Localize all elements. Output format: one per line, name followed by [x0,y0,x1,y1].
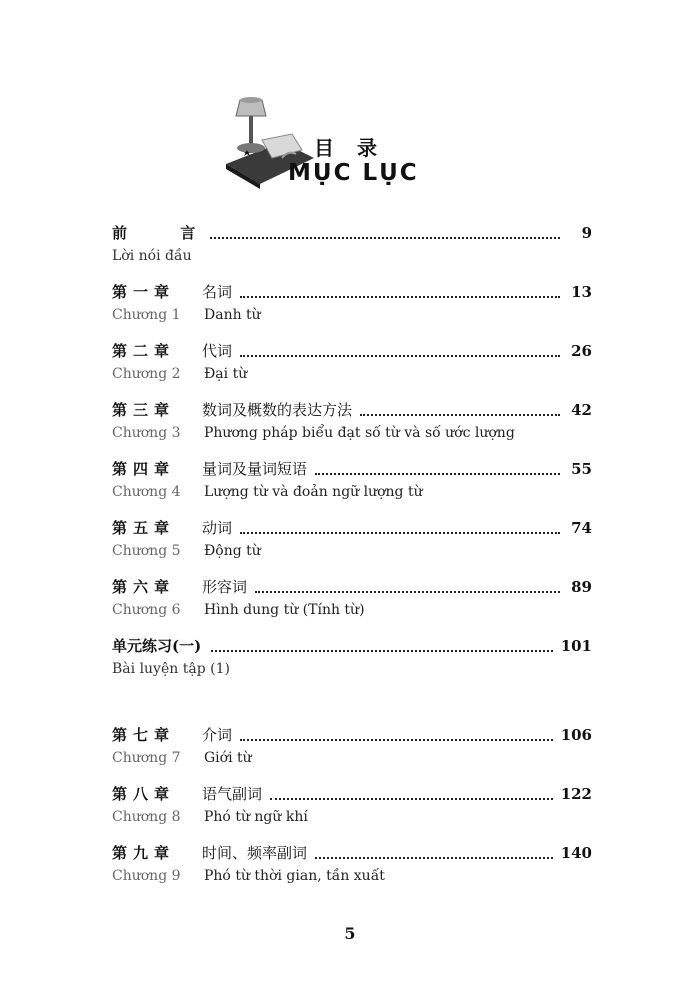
page-number: 101 [560,637,592,655]
toc-entry-chapter-6[interactable] [112,576,592,635]
page-number: 13 [571,283,592,301]
page-number: 89 [571,578,592,596]
toc-entry-chapter-5[interactable] [112,517,592,576]
page-number: 26 [571,342,592,360]
entry-vn-chapter: Chương 4 [112,484,181,500]
toc-entry-preface[interactable] [112,222,592,281]
toc-entry-chapter-7[interactable] [112,724,592,783]
leader-dots [270,798,553,800]
leader-dots [315,473,560,475]
entry-vn-chapter: Chương 3 [112,425,181,441]
entry-label: 第三章 [112,401,176,419]
entry-vn-chapter: Chương 6 [112,602,181,618]
entry-title: 语气副词 [202,785,263,803]
entry-label: 第九章 [112,844,176,862]
entry-label: 第二章 [112,342,176,360]
page-number: 106 [560,726,592,744]
entry-vn-title: Giới từ [204,750,252,766]
entry-label: 第七章 [112,726,176,744]
leader-dots [315,857,553,859]
entry-vn-title: Phó từ thời gian, tần xuất [204,868,385,884]
entry-vn-chapter: Chương 5 [112,543,181,559]
entry-vn-chapter: Chương 1 [112,307,181,323]
entry-title: 时间、频率副词 [202,844,308,862]
title-chinese: 目 录 [314,136,385,160]
entry-title: 介词 [202,726,233,744]
table-of-contents [112,222,592,901]
section-gap [112,694,592,724]
entry-title: 动词 [202,519,233,537]
page-number: 9 [581,224,592,242]
toc-header [222,80,422,190]
toc-entry-chapter-4[interactable] [112,458,592,517]
entry-label: 第六章 [112,578,176,596]
page-folio: 5 [344,924,356,943]
entry-vn-chapter: Chương 8 [112,809,181,825]
entry-vn-chapter: Chương 2 [112,366,181,382]
leader-dots [360,414,560,416]
entry-label: 第八章 [112,785,176,803]
entry-title: 代词 [202,342,233,360]
entry-title: 名词 [202,283,233,301]
entry-vn-title: Hình dung từ (Tính từ) [204,602,365,618]
leader-dots [211,650,552,652]
entry-vn-title: Phó từ ngữ khí [204,809,308,825]
leader-dots [210,237,560,239]
leader-dots [255,591,560,593]
leader-dots [240,355,560,357]
entry-vn-title: Đại từ [204,366,248,382]
entry-vn-title: Phương pháp biểu đạt số từ và số ước lượng [204,425,515,441]
toc-entry-chapter-9[interactable] [112,842,592,901]
page-number: 122 [560,785,592,803]
entry-vn-title: Lượng từ và đoản ngữ lượng từ [204,484,423,500]
entry-title: 数词及概数的表达方法 [202,401,353,419]
leader-dots [240,296,560,298]
entry-label: 第四章 [112,460,176,478]
page-number: 74 [571,519,592,537]
toc-entry-chapter-1[interactable] [112,281,592,340]
entry-vn-title: Động từ [204,543,261,559]
entry-vn-title: Danh từ [204,307,261,323]
entry-title: 形容词 [202,578,248,596]
page-number: 42 [571,401,592,419]
entry-vn-title: Lời nói đầu [112,248,192,264]
entry-label: 单元练习(一) [112,637,202,655]
toc-entry-chapter-3[interactable] [112,399,592,458]
page-number: 55 [571,460,592,478]
leader-dots [240,739,553,741]
page-number: 140 [560,844,592,862]
entry-label: 第五章 [112,519,176,537]
leader-dots [240,532,560,534]
entry-vn-title: Bài luyện tập (1) [112,661,230,677]
title-vietnamese: MỤC LỤC [288,160,419,186]
toc-entry-unit-exercise-1[interactable] [112,635,592,694]
toc-entry-chapter-8[interactable] [112,783,592,842]
entry-label: 前 言 [112,224,220,242]
entry-vn-chapter: Chương 9 [112,868,181,884]
entry-vn-chapter: Chương 7 [112,750,181,766]
entry-label: 第一章 [112,283,176,301]
toc-entry-chapter-2[interactable] [112,340,592,399]
entry-title: 量词及量词短语 [202,460,308,478]
